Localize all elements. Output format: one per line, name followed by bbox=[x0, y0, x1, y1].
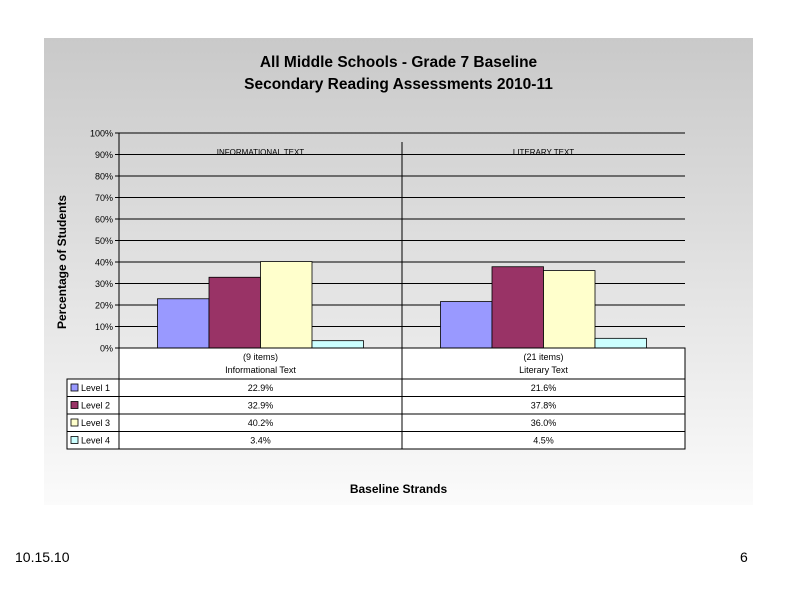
legend-entry: Level 1 bbox=[81, 383, 111, 393]
page-number: 6 bbox=[740, 549, 748, 565]
data-table-row bbox=[67, 379, 685, 397]
y-tick-label: 30% bbox=[94, 279, 113, 289]
y-tick-label: 20% bbox=[94, 300, 113, 311]
y-tick-label: 60% bbox=[94, 214, 113, 225]
legend-swatch bbox=[71, 384, 78, 391]
legend-entry: Level 4 bbox=[81, 435, 111, 446]
bar bbox=[441, 302, 493, 348]
legend-swatch bbox=[71, 402, 78, 409]
data-label: 37.8% bbox=[530, 400, 557, 411]
bar bbox=[158, 299, 210, 348]
bar bbox=[492, 267, 544, 348]
y-tick-label: 10% bbox=[94, 322, 113, 332]
category-item-count: (9 items) bbox=[242, 352, 279, 362]
chart-title-line-1: All Middle Schools - Grade 7 Baseline bbox=[259, 54, 538, 71]
bar bbox=[209, 277, 261, 348]
category-upper-label: INFORMATIONAL TEXT bbox=[216, 148, 305, 157]
y-tick-label: 70% bbox=[94, 193, 113, 203]
data-label: 4.5% bbox=[533, 435, 554, 446]
bar bbox=[544, 271, 596, 348]
category-label: Literary Text bbox=[519, 365, 568, 375]
data-table-row bbox=[67, 397, 685, 415]
bar bbox=[595, 338, 647, 348]
legend-entry: Level 2 bbox=[81, 400, 111, 411]
data-table-row bbox=[67, 414, 685, 432]
legend-swatch bbox=[71, 437, 78, 444]
data-label: 3.4% bbox=[250, 435, 271, 446]
data-table-row bbox=[67, 432, 685, 450]
y-axis-label: Percentage of Students bbox=[55, 194, 69, 330]
category-item-count: (21 items) bbox=[523, 352, 564, 362]
y-tick-label: 80% bbox=[94, 171, 113, 182]
y-tick-label: 40% bbox=[94, 257, 113, 268]
x-axis-label: Baseline Strands bbox=[349, 482, 448, 496]
data-label: 32.9% bbox=[247, 400, 274, 411]
data-label: 36.0% bbox=[530, 418, 557, 428]
y-tick-label: 50% bbox=[94, 236, 113, 246]
bar bbox=[312, 341, 364, 348]
footer-date: 10.15.10 bbox=[15, 549, 70, 565]
legend-swatch bbox=[71, 419, 78, 426]
category-upper-label: LITERARY TEXT bbox=[512, 148, 575, 157]
y-tick-label: 100% bbox=[89, 128, 113, 139]
data-label: 22.9% bbox=[247, 383, 274, 393]
bar bbox=[261, 262, 313, 348]
y-tick-label: 0% bbox=[99, 343, 113, 354]
category-label: Informational Text bbox=[225, 365, 296, 375]
data-label: 40.2% bbox=[247, 418, 274, 428]
y-tick-label: 90% bbox=[94, 150, 113, 160]
data-label: 21.6% bbox=[530, 383, 557, 393]
legend-entry: Level 3 bbox=[81, 418, 111, 428]
chart-title-line-2: Secondary Reading Assessments 2010-11 bbox=[244, 76, 553, 93]
